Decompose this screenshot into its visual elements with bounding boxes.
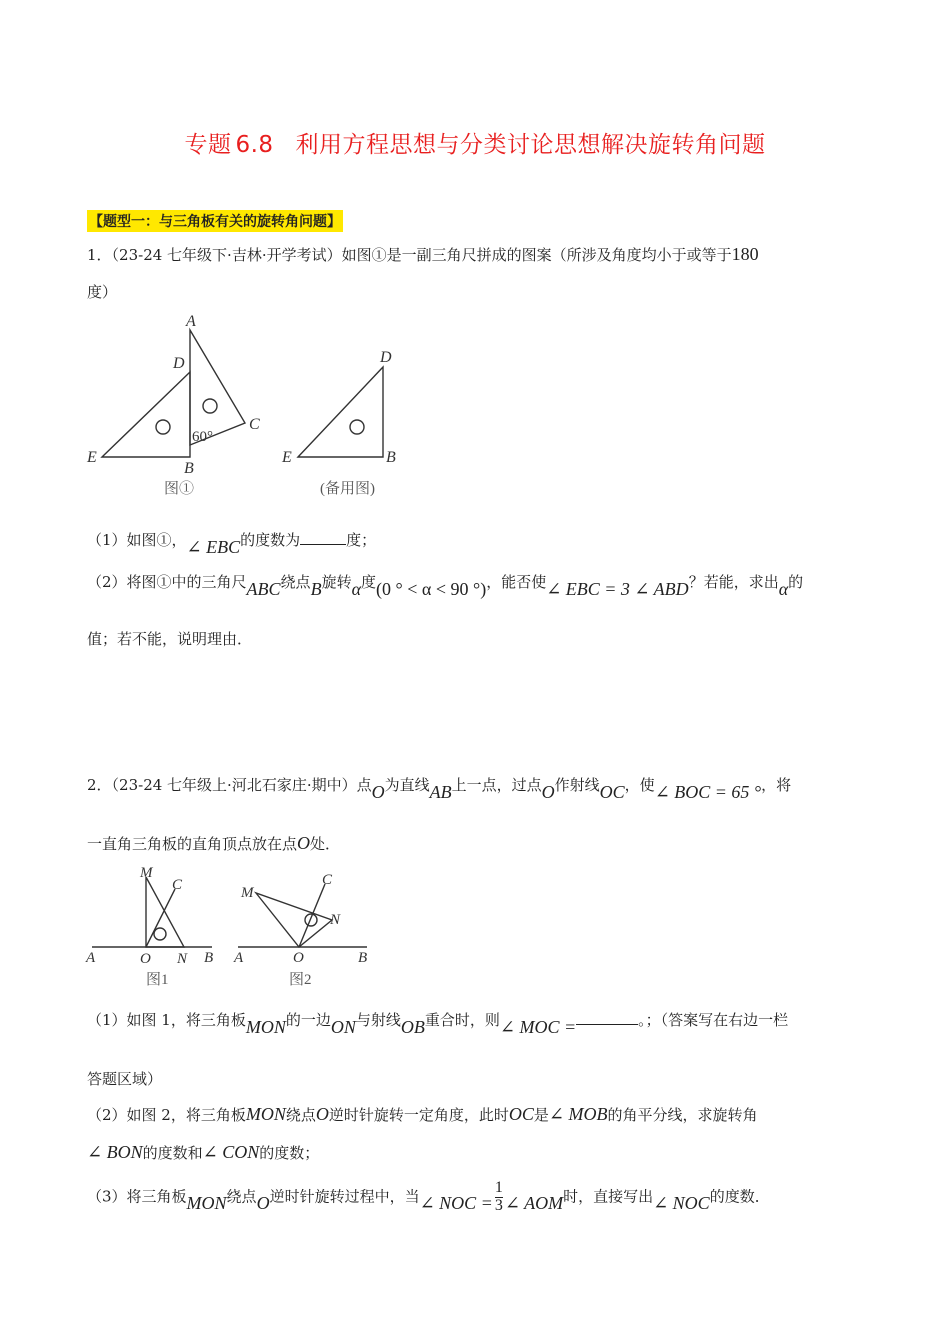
label-C: C bbox=[249, 416, 260, 433]
q1-triangle-ebd bbox=[102, 372, 190, 457]
answer-blank[interactable] bbox=[300, 532, 346, 545]
svg-text:A: A bbox=[234, 950, 244, 966]
svg-text:N: N bbox=[177, 951, 188, 967]
svg-text:图2: 图2 bbox=[289, 972, 312, 988]
svg-text:C: C bbox=[172, 877, 183, 893]
label-A: A bbox=[186, 313, 196, 330]
q2-part1-line2: 答题区域） bbox=[87, 1070, 163, 1088]
q1-part1: （1）如图①，∠ EBC的度数为 度； bbox=[87, 531, 377, 557]
svg-text:N: N bbox=[330, 912, 341, 928]
q2-part2: （2）如图 2，将三角板MON绕点O逆时针旋转一定角度，此时OC是∠ MOB的角平分线，求旋转角 bbox=[87, 1104, 758, 1124]
svg-text:O: O bbox=[140, 951, 151, 967]
q1-spare-triangle bbox=[298, 367, 383, 457]
svg-text:A: A bbox=[86, 950, 96, 966]
q2-stem: 2．（23-24 七年级上·河北石家庄·期中）点O为直线AB上一点，过点O作射线OC，使∠ BOC = 65 °，将 bbox=[87, 776, 792, 802]
svg-text:M: M bbox=[241, 885, 254, 901]
label-B: B bbox=[184, 460, 194, 477]
angle-60: 60° bbox=[192, 429, 213, 445]
svg-text:C: C bbox=[322, 872, 333, 888]
q1-stem: 1．（23-24 七年级下·吉林·开学考试）如图①是一副三角尺拼成的图案（所涉及角度均小于或等于180 bbox=[87, 244, 759, 264]
page-title: 专题 6.8 利用方程思想与分类讨论思想解决旋转角问题 bbox=[184, 132, 766, 158]
q2-part3: （3）将三角板MON绕点O逆时针旋转过程中，当∠ NOC = $\frac{1}{3}$ ∠ AOM时，直接写出∠ NOC的度数． bbox=[87, 1179, 770, 1214]
svg-text:O: O bbox=[293, 950, 304, 966]
label-B2: B bbox=[386, 449, 396, 466]
svg-text:M: M bbox=[140, 865, 153, 881]
caption-fig1: 图① bbox=[164, 481, 195, 497]
q2-part2-line2: ∠ BON的度数和∠ CON的度数； bbox=[87, 1142, 320, 1162]
q1-part2-line2: 值；若不能，说明理由． bbox=[87, 630, 253, 648]
label-E2: E bbox=[282, 449, 292, 466]
fraction-one-third: $\frac{1}{3}$ bbox=[494, 1179, 503, 1214]
label-E: E bbox=[87, 449, 97, 466]
q2-figures bbox=[82, 862, 382, 992]
label-D: D bbox=[173, 355, 185, 372]
svg-text:B: B bbox=[358, 950, 368, 966]
q2-part1: （1）如图 1，将三角板MON的一边ON与射线OB重合时，则∠ MOC = 。；（答案写在右边一栏 bbox=[87, 1011, 789, 1037]
fig2-triangle bbox=[256, 893, 332, 947]
caption-spare: (备用图) bbox=[320, 481, 375, 497]
answer-blank-2[interactable] bbox=[576, 1012, 638, 1025]
q1-stem-line2: 度） bbox=[87, 283, 118, 301]
q1-part2: （2）将图①中的三角尺ABC绕点B旋转α度(0 ° < α < 90 °)，能否使∠ EBC = 3 ∠ ABD？若能，求出α的 bbox=[87, 573, 804, 599]
q2-stem-line2: 一直角三角板的直角顶点放在点O处． bbox=[87, 833, 341, 853]
q1-figure bbox=[80, 305, 410, 505]
svg-text:图1: 图1 bbox=[146, 972, 169, 988]
q1-triangle-abc bbox=[190, 330, 245, 445]
section-label: 【题型一：与三角板有关的旋转角问题】 bbox=[87, 210, 343, 232]
fig1-ray-oc bbox=[146, 889, 175, 947]
label-D2: D bbox=[380, 349, 392, 366]
svg-text:B: B bbox=[204, 950, 214, 966]
